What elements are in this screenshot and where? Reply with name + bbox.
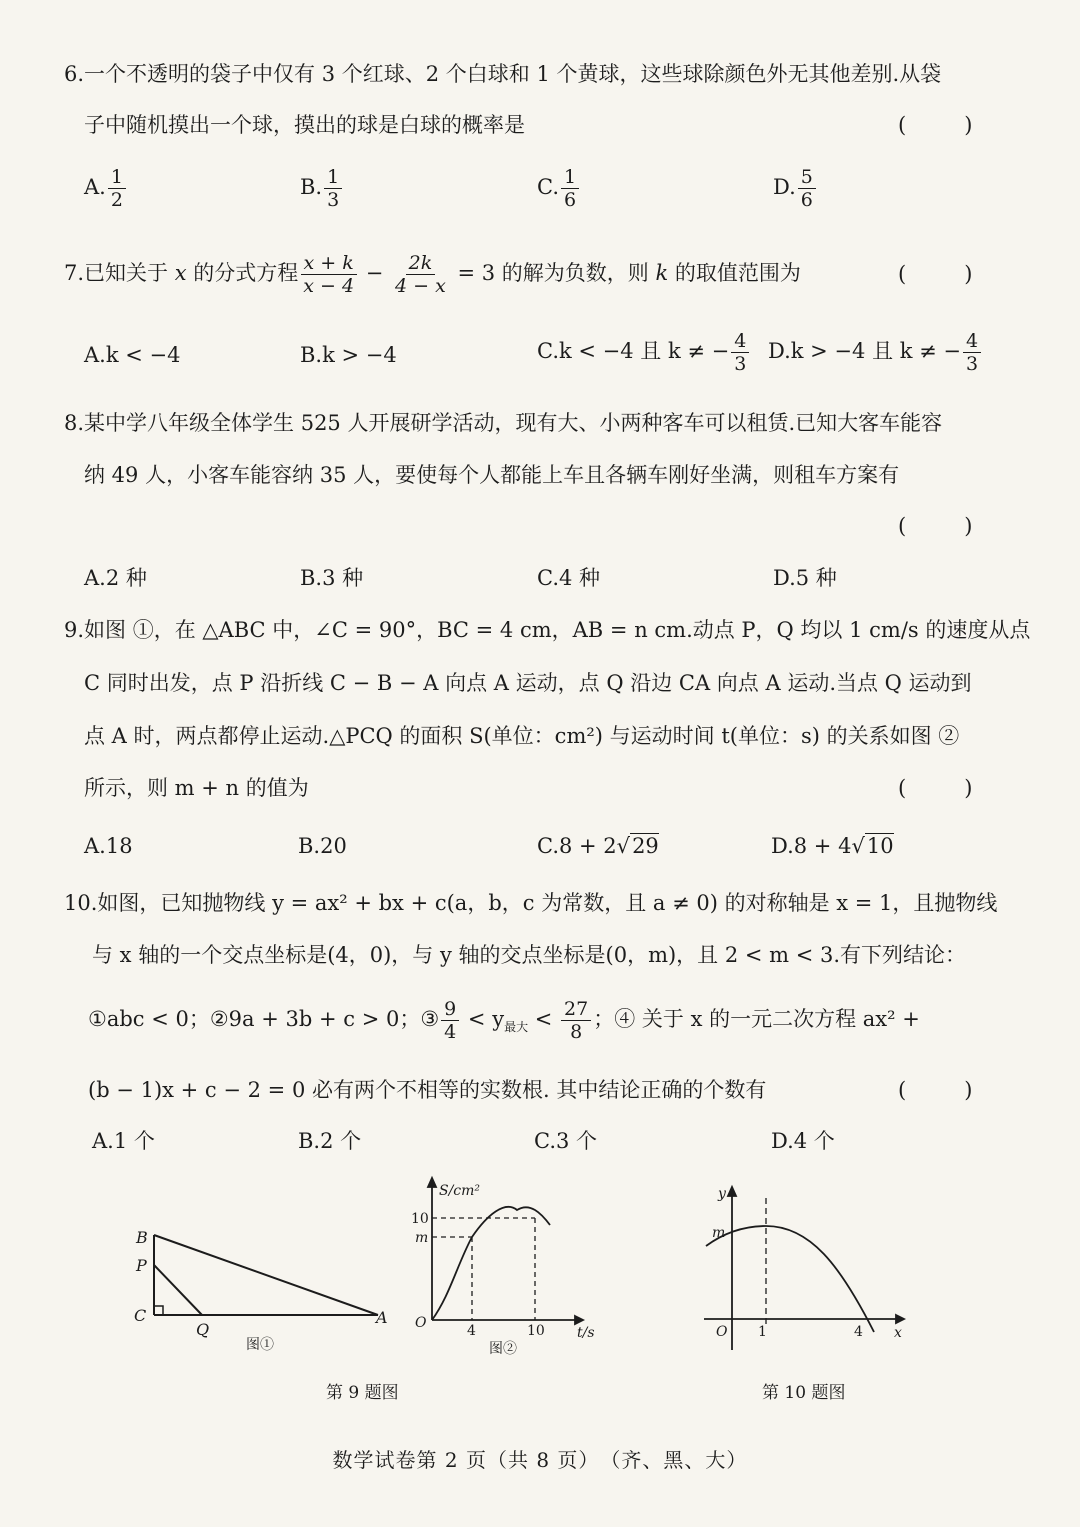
q6-option-c: C. $\frac{1}{6}$ xyxy=(537,166,581,211)
s-curve xyxy=(432,1207,550,1320)
q9-option-c: C.8 + 2√29 xyxy=(537,834,659,858)
q10-option-d: D.4 个 xyxy=(771,1129,835,1153)
q8-answer-paren: () xyxy=(898,514,1031,538)
label-c: C xyxy=(134,1306,147,1325)
q10-option-b: B.2 个 xyxy=(298,1129,362,1153)
q6-option-b: B. $\frac{1}{3}$ xyxy=(300,166,344,211)
x-axis-label: t/s xyxy=(577,1325,595,1341)
x-axis-label: x xyxy=(894,1325,902,1341)
tick-x-10: 10 xyxy=(527,1323,545,1339)
y-axis-arrow xyxy=(428,1178,436,1187)
q10-line2: 与 x 轴的一个交点坐标是(4，0)，与 y 轴的交点坐标是(0，m)，且 2 < m < 3.有下列结论： xyxy=(92,943,967,967)
tick-y-10: 10 xyxy=(411,1211,429,1227)
q8-option-a: A.2 种 xyxy=(84,566,147,590)
fig9-caption: 第 9 题图 xyxy=(326,1383,399,1403)
tick-x-4: 4 xyxy=(467,1323,476,1339)
tick-x-1: 1 xyxy=(758,1324,767,1340)
x-axis-arrow xyxy=(575,1316,583,1324)
figure-1-caption: 图① xyxy=(246,1337,274,1353)
q7-stem: 7.已知关于 x 的分式方程 $\frac{x + k}{x - 4}$ − $\frac{2k}{4 - x}$ = 3 的解为负数，则 k 的取值范围为 xyxy=(64,252,801,297)
right-angle-mark xyxy=(154,1306,163,1315)
label-p: P xyxy=(136,1256,147,1275)
q10-option-c: C.3 个 xyxy=(534,1129,598,1153)
q9-line4: 所示，则 m + n 的值为 xyxy=(84,776,309,800)
q9-line3: 点 A 时，两点都停止运动.△PCQ 的面积 S(单位：cm²) 与运动时间 t(单位：s) 的关系如图 ② xyxy=(84,724,960,748)
q7-option-c: C.k < −4 且 k ≠ − $\frac{4}{3}$ xyxy=(537,330,751,375)
y-axis-label: S/cm² xyxy=(439,1183,481,1199)
q10-line3: ①abc < 0；②9a + 3b + c > 0；③ $\frac{9}{4}$ < $y_{最大}$ < $\frac{27}{8}$ ；④ 关于 x 的一元二次方程 ax² + xyxy=(88,998,920,1043)
q7-option-d: D.k > −4 且 k ≠ − $\frac{4}{3}$ xyxy=(768,330,983,375)
q10-option-a: A.1 个 xyxy=(92,1129,155,1153)
q9-option-a: A.18 xyxy=(84,834,133,858)
label-q: Q xyxy=(196,1320,210,1339)
q6-line2: 子中随机摸出一个球，摸出的球是白球的概率是 xyxy=(84,113,525,137)
tick-x-4: 4 xyxy=(854,1324,863,1340)
label-a: A xyxy=(376,1308,388,1327)
figure-2-caption: 图② xyxy=(489,1341,517,1357)
segment-ba xyxy=(154,1235,378,1315)
fig10-caption: 第 10 题图 xyxy=(762,1383,846,1403)
q6-answer-paren: () xyxy=(898,113,1031,137)
page-footer: 数学试卷第 2 页（共 8 页） （齐、黑、大） xyxy=(332,1448,748,1472)
x-axis-arrow xyxy=(896,1315,904,1323)
q10-line1: 10.如图，已知抛物线 y = ax² + bx + c(a，b，c 为常数，且 a ≠ 0) 的对称轴是 x = 1，且抛物线 xyxy=(64,891,998,915)
q10-answer-paren: () xyxy=(898,1078,1031,1102)
y-axis-label: y xyxy=(718,1186,726,1202)
q8-option-b: B.3 种 xyxy=(300,566,364,590)
q10-line4: (b − 1)x + c − 2 = 0 必有两个不相等的实数根. 其中结论正确的个数有 xyxy=(88,1078,767,1102)
origin-label: O xyxy=(415,1315,427,1331)
label-b: B xyxy=(136,1228,148,1247)
q9-answer-paren: () xyxy=(898,776,1031,800)
tick-y-m: m xyxy=(712,1225,726,1241)
q9-line1: 9.如图 ①，在 △ABC 中，∠C = 90°，BC = 4 cm，AB = n cm.动点 P，Q 均以 1 cm/s 的速度从点 xyxy=(64,618,1031,642)
origin-label: O xyxy=(716,1324,728,1340)
y-axis-arrow xyxy=(728,1187,736,1196)
q8-option-d: D.5 种 xyxy=(773,566,837,590)
q7-answer-paren: () xyxy=(898,262,1031,286)
q9-line2: C 同时出发，点 P 沿折线 C − B − A 向点 A 运动，点 Q 沿边 CA 向点 A 运动.当点 Q 运动到 xyxy=(84,671,972,695)
q8-line2: 纳 49 人，小客车能容纳 35 人，要使每个人都能上车且各辆车刚好坐满，则租车方案有 xyxy=(84,463,900,487)
q9-option-b: B.20 xyxy=(298,834,347,858)
q6-option-a: A. $\frac{1}{2}$ xyxy=(84,166,128,211)
segment-pq xyxy=(154,1265,202,1315)
figure-2-graph xyxy=(405,1175,605,1375)
q6-option-d: D. $\frac{5}{6}$ xyxy=(773,166,818,211)
q8-option-c: C.4 种 xyxy=(537,566,601,590)
q8-line1: 8.某中学八年级全体学生 525 人开展研学活动，现有大、小两种客车可以租赁.已知大客车能容 xyxy=(64,411,943,435)
q6-line1: 6.一个不透明的袋子中仅有 3 个红球、2 个白球和 1 个黄球，这些球除颜色外无其他差别.从袋 xyxy=(64,62,942,86)
figure-10-parabola xyxy=(700,1180,920,1360)
q7-option-a: A.k < −4 xyxy=(84,343,181,367)
q7-option-b: B.k > −4 xyxy=(300,343,397,367)
figure-1-triangle xyxy=(120,1215,410,1365)
tick-y-m: m xyxy=(415,1230,429,1246)
q9-option-d: D.8 + 4√10 xyxy=(771,834,894,858)
